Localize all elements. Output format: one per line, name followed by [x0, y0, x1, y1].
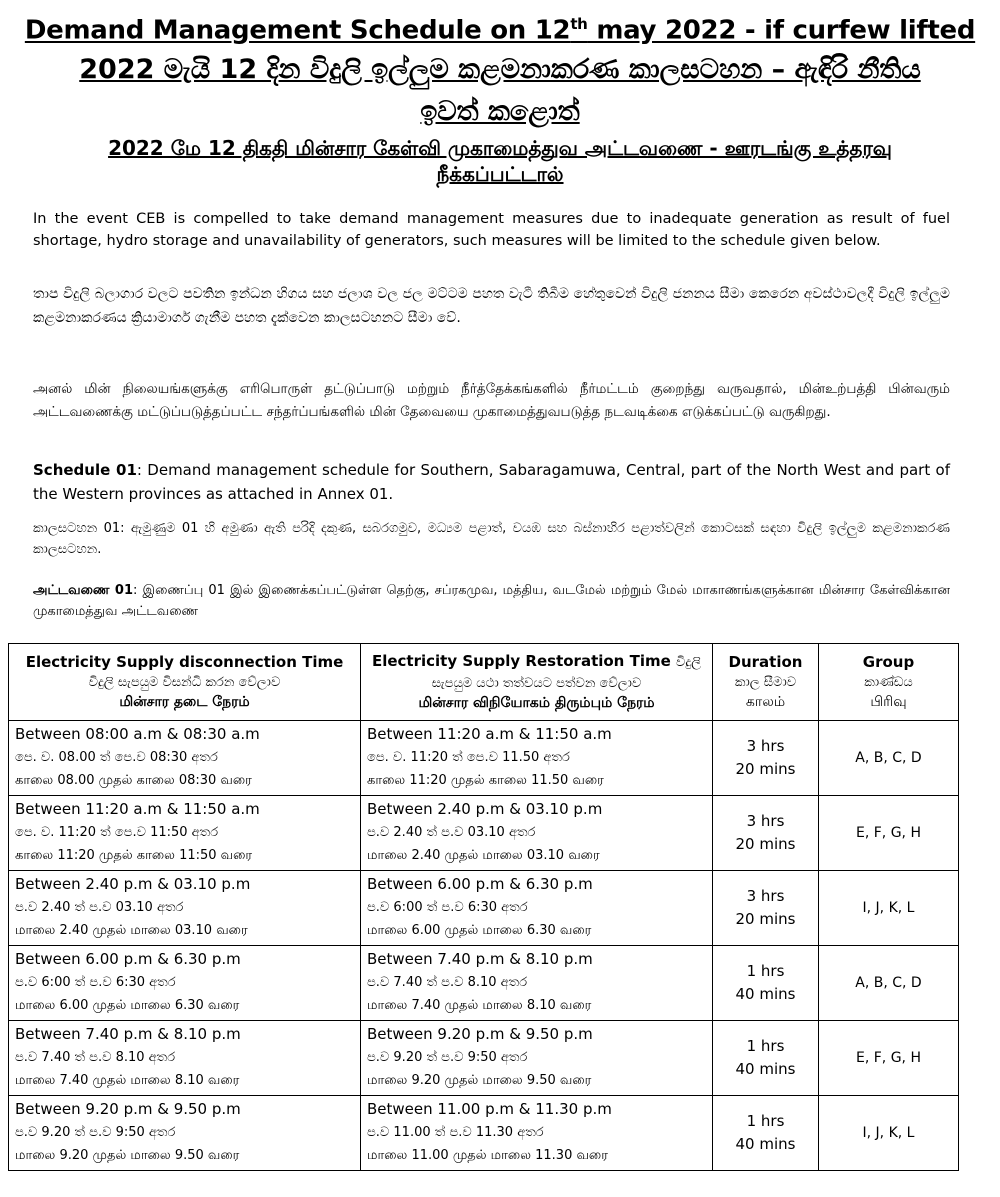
restoration-cell: Between 9.20 p.m & 9.50 p.m ප.ව 9.20 ත් ප.ව 9:50 අතර மாலை 9.20 முதல் மாலை 9.50 வரை	[361, 1021, 713, 1096]
duration-cell: 1 hrs 40 mins	[713, 946, 819, 1021]
duration-cell: 3 hrs 20 mins	[713, 721, 819, 796]
disconnection-cell: Between 7.40 p.m & 8.10 p.m ප.ව 7.40 ත් ප.ව 8.10 අතර மாலை 7.40 முதல் மாலை 8.10 வரை	[9, 1021, 361, 1096]
table-row	[9, 721, 959, 796]
header-restoration: Electricity Supply Restoration Time විදුලි සැපයුම යථා තත්වයට පත්වන වේලාව மின்சார விநியோகம் திரும்பும் நேரம்	[361, 644, 713, 721]
header-group: Group කාණ්ඩය பிரிவு	[819, 644, 959, 721]
schedule-english-label: Schedule 01	[33, 461, 137, 479]
duration-cell: 3 hrs 20 mins	[713, 796, 819, 871]
table-row	[9, 946, 959, 1021]
disconnection-cell: Between 2.40 p.m & 03.10 p.m ප.ව 2.40 ත් ප.ව 03.10 අතර மாலை 2.40 முதல் மாலை 03.10 வரை	[9, 871, 361, 946]
table-header-row	[9, 644, 959, 721]
restoration-cell: Between 11.00 p.m & 11.30 p.m ප.ව 11.00 ත් ප.ව 11.30 අතර மாலை 11.00 முதல் மாலை 11.30 வரை	[361, 1096, 713, 1171]
title-english: Demand Management Schedule on 12th may 2022 - if curfew lifted	[24, 15, 976, 46]
intro-english: In the event CEB is compelled to take demand management measures due to inadequate generation as result of fuel shortage, hydro storage and unavailability of generators, such measures will be limited to the schedule given below.	[33, 211, 950, 249]
schedule-tamil	[33, 580, 950, 622]
table-row	[9, 1096, 959, 1171]
disconnection-cell: Between 6.00 p.m & 6.30 p.m ප.ව 6:00 ත් ප.ව 6:30 අතර மாலை 6.00 முதல் மாலை 6.30 வரை	[9, 946, 361, 1021]
table-row	[9, 871, 959, 946]
group-cell: E, F, G, H	[819, 1021, 959, 1096]
title-superscript: th	[570, 15, 588, 33]
schedule-sinhala	[33, 518, 950, 560]
group-cell: E, F, G, H	[819, 796, 959, 871]
schedule-tamil-text: : இணைப்பு 01 இல் இணைக்கப்பட்டுள்ள தெற்கு, சப்ரகமுவ, மத்திய, வடமேல் மற்றும் மேல் மாகாணங்களுக்கான மின்சார கேள்விக்கான முகாமைத்துவ அட்டவணை	[33, 583, 950, 619]
schedule-sinhala-label: කාලසටහන 01	[33, 521, 121, 536]
title-tamil: 2022 மே 12 திகதி மின்சார கேள்வி முகாமைத்துவ அட்டவணை - ஊரடங்கு உத்தரவு நீக்கப்பட்டால்	[108, 135, 892, 186]
header-disconnection: Electricity Supply disconnection Time විදුලි සැපයුම විසන්ධි කරන වේලාව மின்சார தடை நேரம்	[9, 644, 361, 721]
restoration-cell: Between 11:20 a.m & 11:50 a.m පෙ. ව. 11:20 ත් පෙ.ව 11.50 අතර காலை 11:20 முதல் காலை 11.50 வரை	[361, 721, 713, 796]
table-row	[9, 796, 959, 871]
schedule-table	[8, 643, 959, 1171]
restoration-cell: Between 6.00 p.m & 6.30 p.m ප.ව 6:00 ත් ප.ව 6:30 අතර மாலை 6.00 முதல் மாலை 6.30 வரை	[361, 871, 713, 946]
group-cell: A, B, C, D	[819, 946, 959, 1021]
restoration-cell: Between 7.40 p.m & 8.10 p.m ප.ව 7.40 ත් ප.ව 8.10 අතර மாலை 7.40 முதல் மாலை 8.10 வரை	[361, 946, 713, 1021]
intro-sinhala: තාප විදුලි බලාගාර වලට පවතින ඉන්ධන හිගය සහ ජලාශ වල ජල මට්ටම පහත වැටී තිබීම හේතුවෙන් විදුලි ජනනය සීමා කෙරෙන අවස්ථාවලදී විදුලි ඉල්ලුම කළමනාකරණය ක්‍රියාමාර්ග ගැනීම පහත දැක්වෙන කාලසටහනට සීමා වේ.	[33, 286, 950, 326]
intro-tamil: அனல் மின் நிலையங்களுக்கு எரிபொருள் தட்டுப்பாடு மற்றும் நீர்த்தேக்கங்களில் நீர்மட்டம் குறைந்து வருவதால், மின்உற்பத்தி பின்வரும் அட்டவணைக்கு மட்டுப்படுத்தப்பட்ட சந்தர்ப்பங்களில் மின் தேவையை முகாமைத்துவபடுத்த நடவடிக்கை எடுக்கப்பட்டு வருகிறது.	[33, 381, 950, 420]
duration-cell: 1 hrs 40 mins	[713, 1096, 819, 1171]
duration-cell: 3 hrs 20 mins	[713, 871, 819, 946]
schedule-tamil-label: அட்டவணை 01	[33, 583, 133, 598]
disconnection-cell: Between 9.20 p.m & 9.50 p.m ප.ව 9.20 ත් ප.ව 9:50 අතර மாலை 9.20 முதல் மாலை 9.50 வரை	[9, 1096, 361, 1171]
group-cell: I, J, K, L	[819, 871, 959, 946]
schedule-english	[33, 458, 950, 506]
schedule-sinhala-text: : ඇමුණුම 01 හි අමුණා ඇති පරිදි දකුණ, සබරගමුව, මධ්‍යම පළාත්, වයඹ සහ බස්නාහිර පළාත්වලින් කොටසක් සඳහා විදුලි ඉල්ලුම කළමනාකරණ කාලසටහන.	[33, 521, 950, 557]
duration-cell: 1 hrs 40 mins	[713, 1021, 819, 1096]
disconnection-cell: Between 11:20 a.m & 11:50 a.m පෙ. ව. 11:20 ත් පෙ.ව 11:50 අතර காலை 11:20 முதல் காலை 11:50 வரை	[9, 796, 361, 871]
table-row	[9, 1021, 959, 1096]
title-sinhala: 2022 මැයි 12 දින විදුලි ඉල්ලුම කළමනාකරණ කාලසටහන – ඇඳිරි නීතිය ඉවත් කළොත්	[79, 53, 921, 127]
group-cell: A, B, C, D	[819, 721, 959, 796]
header-duration: Duration කාල සීමාව காலம்	[713, 644, 819, 721]
schedule-english-text: : Demand management schedule for Southern, Sabaragamuwa, Central, part of the North West and part of the Western provinces as attached in Annex 01.	[33, 461, 950, 503]
disconnection-cell: Between 08:00 a.m & 08:30 a.m පෙ. ව. 08.00 ත් පෙ.ව 08:30 අතර காலை 08.00 முதல் காலை 08:30 வரை	[9, 721, 361, 796]
restoration-cell: Between 2.40 p.m & 03.10 p.m ප.ව 2.40 ත් ප.ව 03.10 අතර மாலை 2.40 முதல் மாலை 03.10 வரை	[361, 796, 713, 871]
group-cell: I, J, K, L	[819, 1096, 959, 1171]
